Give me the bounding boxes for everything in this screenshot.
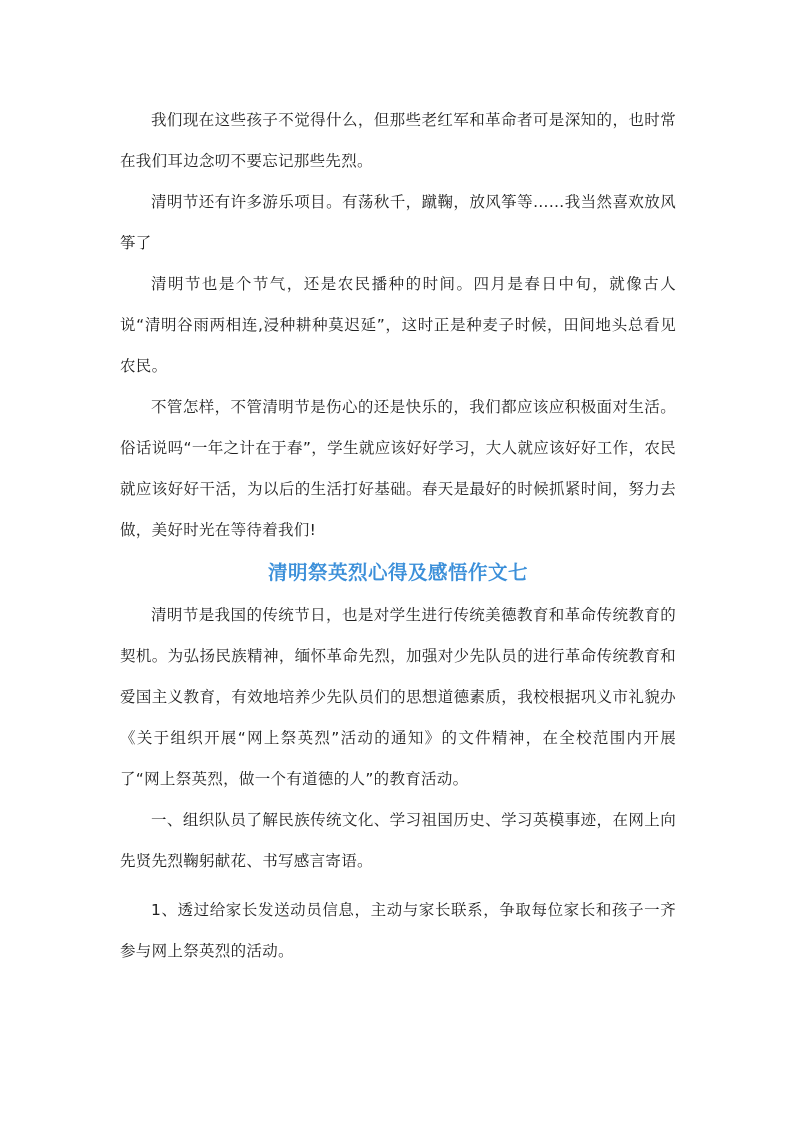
paragraph-solar-term: 清明节也是个节气，还是农民播种的时间。四月是春日中旬，就像古人说“清明谷雨两相连,浸种耕种莫迟延”，这时正是种麦子时候，田间地头总看见农民。	[120, 275, 676, 375]
paragraph-item-one-sub-one: 1、透过给家长发送动员信息，主动与家长联系，争取每位家长和孩子一齐参与网上祭英烈的活动。	[120, 901, 676, 960]
paragraph-activity-intro: 清明节是我国的传统节日，也是对学生进行传统美德教育和革命传统教育的契机。为弘扬民族精神，缅怀革命先烈，加强对少先队员的进行革命传统教育和爱国主义教育，有效地培养少先队员们的思想道德素质，我校根据巩义市礼貌办《关于组织开展“网上祭英烈”活动的通知》的文件精神，在全校范围内开展了“网上祭英烈，做一个有道德的人”的教育活动。	[120, 606, 676, 788]
document-body	[120, 100, 676, 972]
paragraph-revolutionaries: 我们现在这些孩子不觉得什么，但那些老红军和革命者可是深知的，也时常在我们耳边念叨不要忘记那些先烈。	[120, 111, 676, 170]
paragraph-seize-spring: 不管怎样，不管清明节是伤心的还是快乐的，我们都应该应积极面对生活。俗话说吗“一年之计在于春”，学生就应该好好学习，大人就应该好好工作，农民就应该好好干活，为以后的生活打好基础。春天是最好的时候抓紧时间，努力去做，美好时光在等待着我们!	[120, 398, 676, 539]
paragraph-festival-activities: 清明节还有许多游乐项目。有荡秋千，蹴鞠，放风筝等……我当然喜欢放风筝了	[120, 193, 676, 252]
paragraph-item-one: 一、组织队员了解民族传统文化、学习祖国历史、学习英模事迹，在网上向先贤先烈鞠躬献花、书写感言寄语。	[120, 811, 676, 870]
section-heading: 清明祭英烈心得及感悟作文七	[267, 561, 528, 584]
